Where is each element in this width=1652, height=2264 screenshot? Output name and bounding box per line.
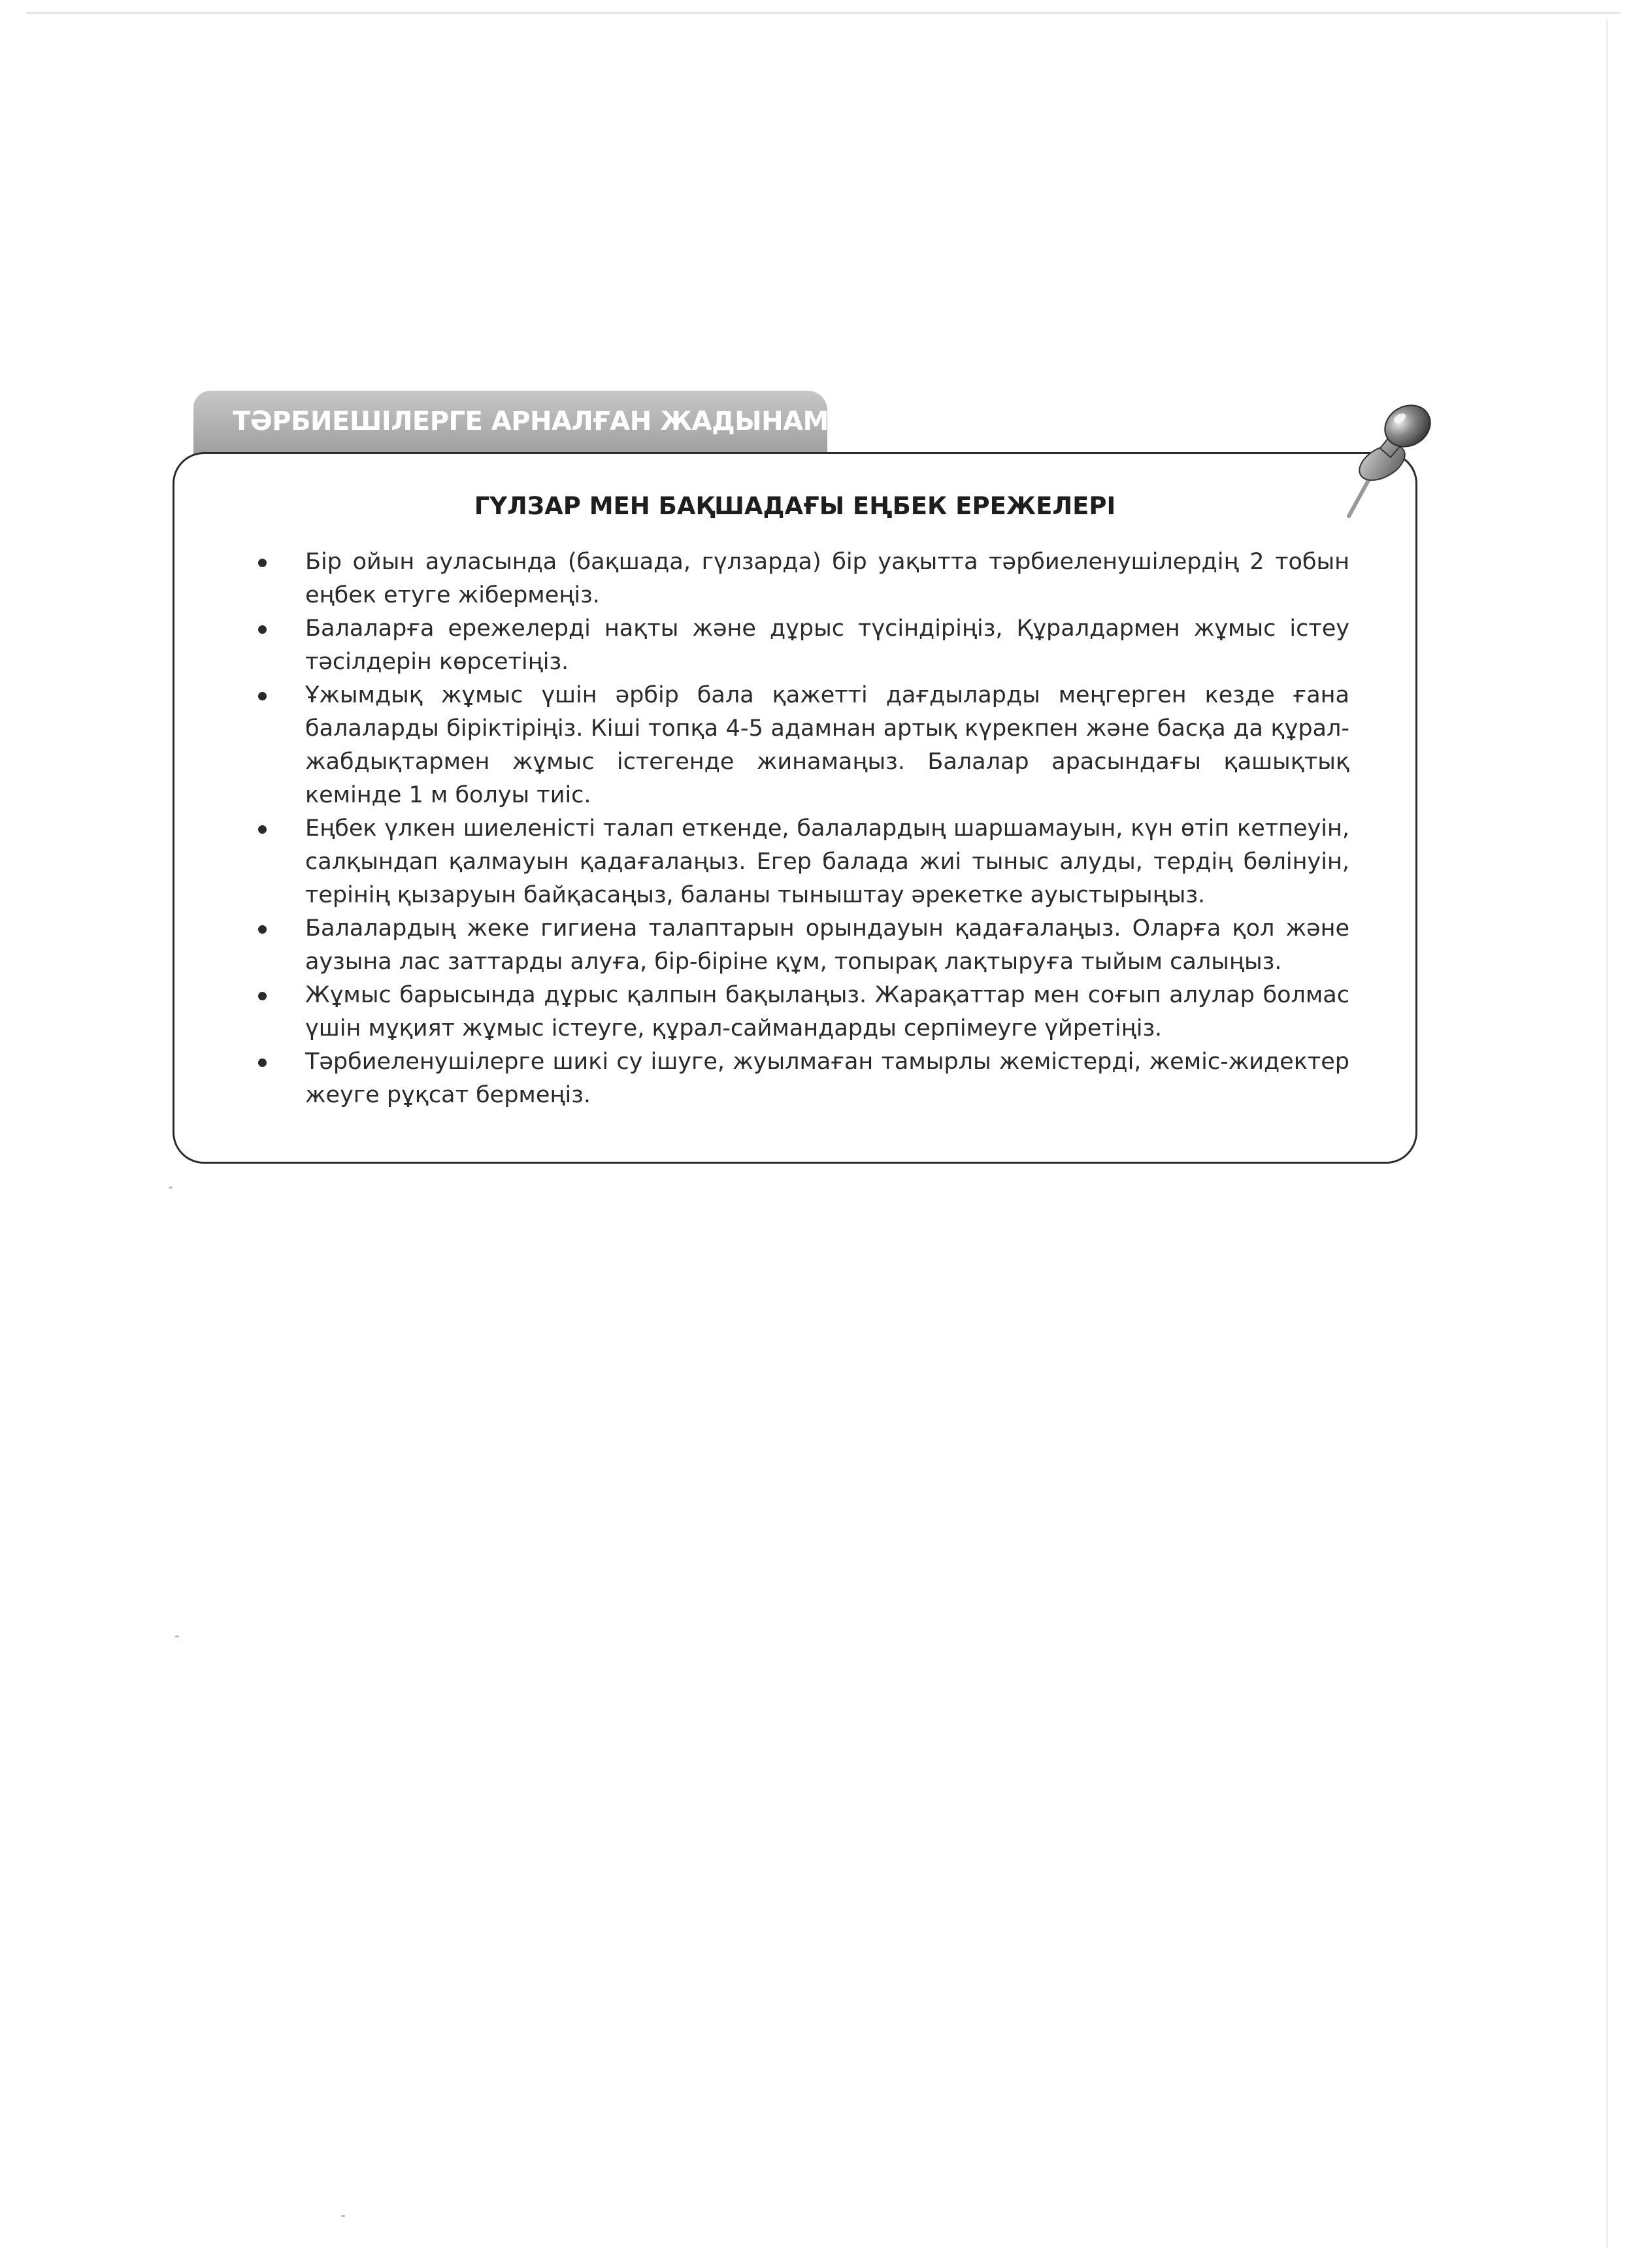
bullet-dot-icon xyxy=(258,925,267,934)
rule-text: Тәрбиеленушілерге шикі су ішуге, жуылмаған тамырлы жемістерді, жеміс-жидектер жеуге рұқсат бермеңіз. xyxy=(305,1049,1349,1108)
bullet-dot-icon xyxy=(258,692,267,700)
rules-list xyxy=(258,546,1349,1112)
memo-tab-label: ТӘРБИЕШІЛЕРГЕ АРНАЛҒАН ЖАДЫНАМА xyxy=(233,406,849,436)
rule-text: Ұжымдық жұмыс үшін әрбір бала қажетті дағдыларды меңгерген кезде ғана балаларды біріктіріңіз. Кіші топқа 4-5 адамнан артық күрекпен және басқа да құрал-жабдықтармен жұмыс істегенде жинамаңыз. Балалар арасындағы қашықтық кемінде 1 м болуы тиіс. xyxy=(305,682,1349,808)
memo-title: ГҮЛЗАР МЕН БАҚШАДАҒЫ ЕҢБЕК ЕРЕЖЕЛЕРІ xyxy=(474,492,1116,520)
rule-text: Балаларға ережелерді нақты және дұрыс түсіндіріңіз, Құралдармен жұмыс істеу тәсілдерін көрсетіңіз. xyxy=(305,615,1349,675)
bullet-dot-icon xyxy=(258,825,267,834)
scan-speck xyxy=(169,1187,173,1189)
bullet-dot-icon xyxy=(258,1058,267,1067)
rule-item xyxy=(258,979,1349,1045)
page-top-edge xyxy=(26,12,1621,14)
bullet-dot-icon xyxy=(258,625,267,634)
memo-box xyxy=(173,452,1417,1164)
rule-item xyxy=(258,1045,1349,1112)
bullet-dot-icon xyxy=(258,992,267,1000)
rule-text: Жұмыс барысында дұрыс қалпын бақылаңыз. Жарақаттар мен соғып алулар болмас үшін мұқият жұмыс істеуге, құрал-саймандарды серпімеуге үйретіңіз. xyxy=(305,982,1349,1042)
memo-tab xyxy=(193,391,849,457)
rule-text: Бір ойын ауласында (бақшада, гүлзарда) бір уақытта тәрбиеленушілердің 2 тобын еңбек етуге жібермеңіз. xyxy=(305,549,1349,608)
scan-speck xyxy=(175,1635,179,1637)
rule-text: Еңбек үлкен шиеленісті талап еткенде, балалардың шаршамауын, күн өтіп кетпеуін, салқындап қалмауын қадағалаңыз. Егер балада жиі тыныс алуды, тердің бөлінуін, терінің қызаруын байқасаңыз, баланы тыныштау әрекетке ауыстырыңыз. xyxy=(305,815,1349,908)
rule-item xyxy=(258,612,1349,679)
scan-speck xyxy=(341,2215,345,2217)
rule-text: Балалардың жеке гигиена талаптарын орындауын қадағалаңыз. Оларға қол және аузына лас заттарды алуға, бір-біріне құм, топырақ лақтыруға тыйым салыңыз. xyxy=(305,915,1349,975)
rule-item xyxy=(258,546,1349,612)
bullet-dot-icon xyxy=(258,559,267,567)
page-right-edge xyxy=(1606,20,1608,2248)
rule-item xyxy=(258,912,1349,979)
rule-item xyxy=(258,812,1349,912)
rule-item xyxy=(258,679,1349,812)
pin-needle xyxy=(1349,476,1371,516)
pushpin-icon xyxy=(1320,392,1438,523)
